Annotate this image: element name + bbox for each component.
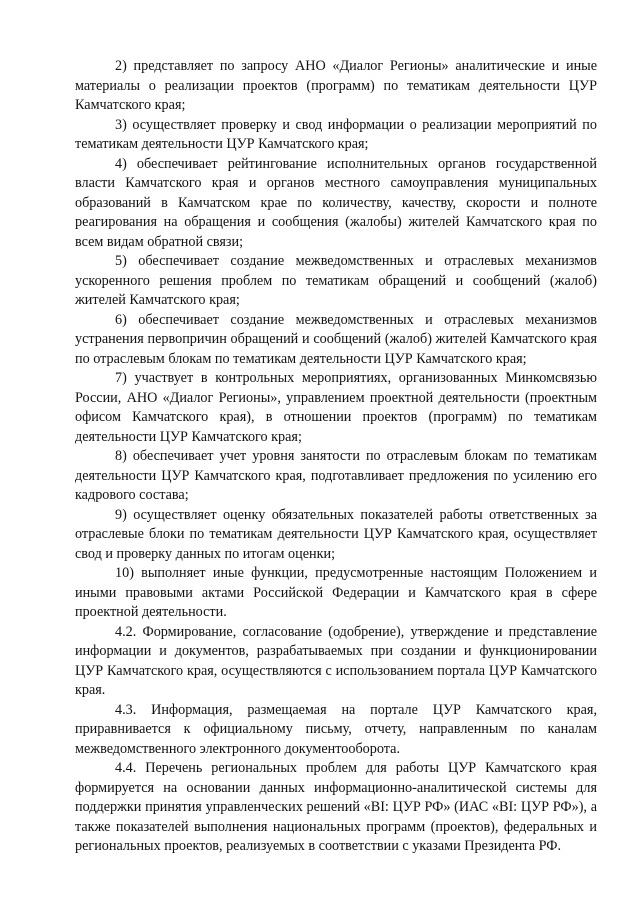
paragraph-item-5: 5) обеспечивает создание межведомственных и отраслевых механизмов ускоренного решения проблем по тематикам обращений и сообщений (жалоб) жителей Камчатского края; [75, 253, 597, 308]
paragraph-item-3: 3) осуществляет проверку и свод информации о реализации мероприятий по тематикам деятельности ЦУР Камчатского края; [75, 116, 597, 152]
paragraph-item-2: 2) представляет по запросу АНО «Диалог Регионы» аналитические и иные материалы о реализации проектов (программ) по тематикам деятельности ЦУР Камчатского края; [75, 58, 597, 113]
paragraph-item-8: 8) обеспечивает учет уровня занятости по отраслевым блокам по тематикам деятельности ЦУР Камчатского края, подготавливает предложения по усилению его кадрового состава; [75, 448, 597, 503]
paragraph-item-9: 9) осуществляет оценку обязательных показателей работы ответственных за отраслевые блоки по тематикам деятельности ЦУР Камчатского края, осуществляет свод и проверку данных по итогам оценки; [75, 506, 597, 562]
paragraph-section-4-3: 4.3. Информация, размещаемая на портале ЦУР Камчатского края, приравнивается к официальному письму, отчету, направленным по каналам межведомственного электронного документооборота. [75, 701, 597, 757]
paragraph-item-10: 10) выполняет иные функции, предусмотренные настоящим Положением и иными правовыми актами Российской Федерации и Камчатского края в сфере проектной деятельности. [75, 565, 597, 620]
paragraph-item-7: 7) участвует в контрольных мероприятиях, организованных Минкомсвязью России, АНО «Диалог Регионы», управлением проектной деятельности (проектным офисом Камчатского края), в отношении проектов (программ) по тематикам деятельности ЦУР Камчатского края; [75, 370, 597, 445]
document-page [75, 57, 597, 857]
paragraph-section-4-2: 4.2. Формирование, согласование (одобрение), утверждение и представление информации и документов, разрабатываемых при создании и функционировании ЦУР Камчатского края, осуществляются с использованием портала ЦУР Камчатского края. [75, 623, 597, 698]
paragraph-item-6: 6) обеспечивает создание межведомственных и отраслевых механизмов устранения первопричин обращений и сообщений (жалоб) жителей Камчатского края по отраслевым блокам по тематикам деятельности ЦУР Камчатского края; [75, 311, 597, 367]
paragraph-section-4-4: 4.4. Перечень региональных проблем для работы ЦУР Камчатского края формируется на основании данных информационно-аналитической системы для поддержки принятия управленческих решений «BI: ЦУР РФ» (ИАС «BI: ЦУР РФ»), а также показателей выполнения национальных программ (проектов), федеральных и региональных проектов, реализуемых в соответствии с указами Президента РФ. [75, 760, 597, 854]
paragraph-item-4: 4) обеспечивает рейтингование исполнительных органов государственной власти Камчатского края и органов местного самоуправления муниципальных образований в Камчатском крае по количеству, качеству, скорости и полноте реагирования на обращения и сообщения (жалобы) жителей Камчатского края по всем видам обратной связи; [75, 155, 597, 250]
